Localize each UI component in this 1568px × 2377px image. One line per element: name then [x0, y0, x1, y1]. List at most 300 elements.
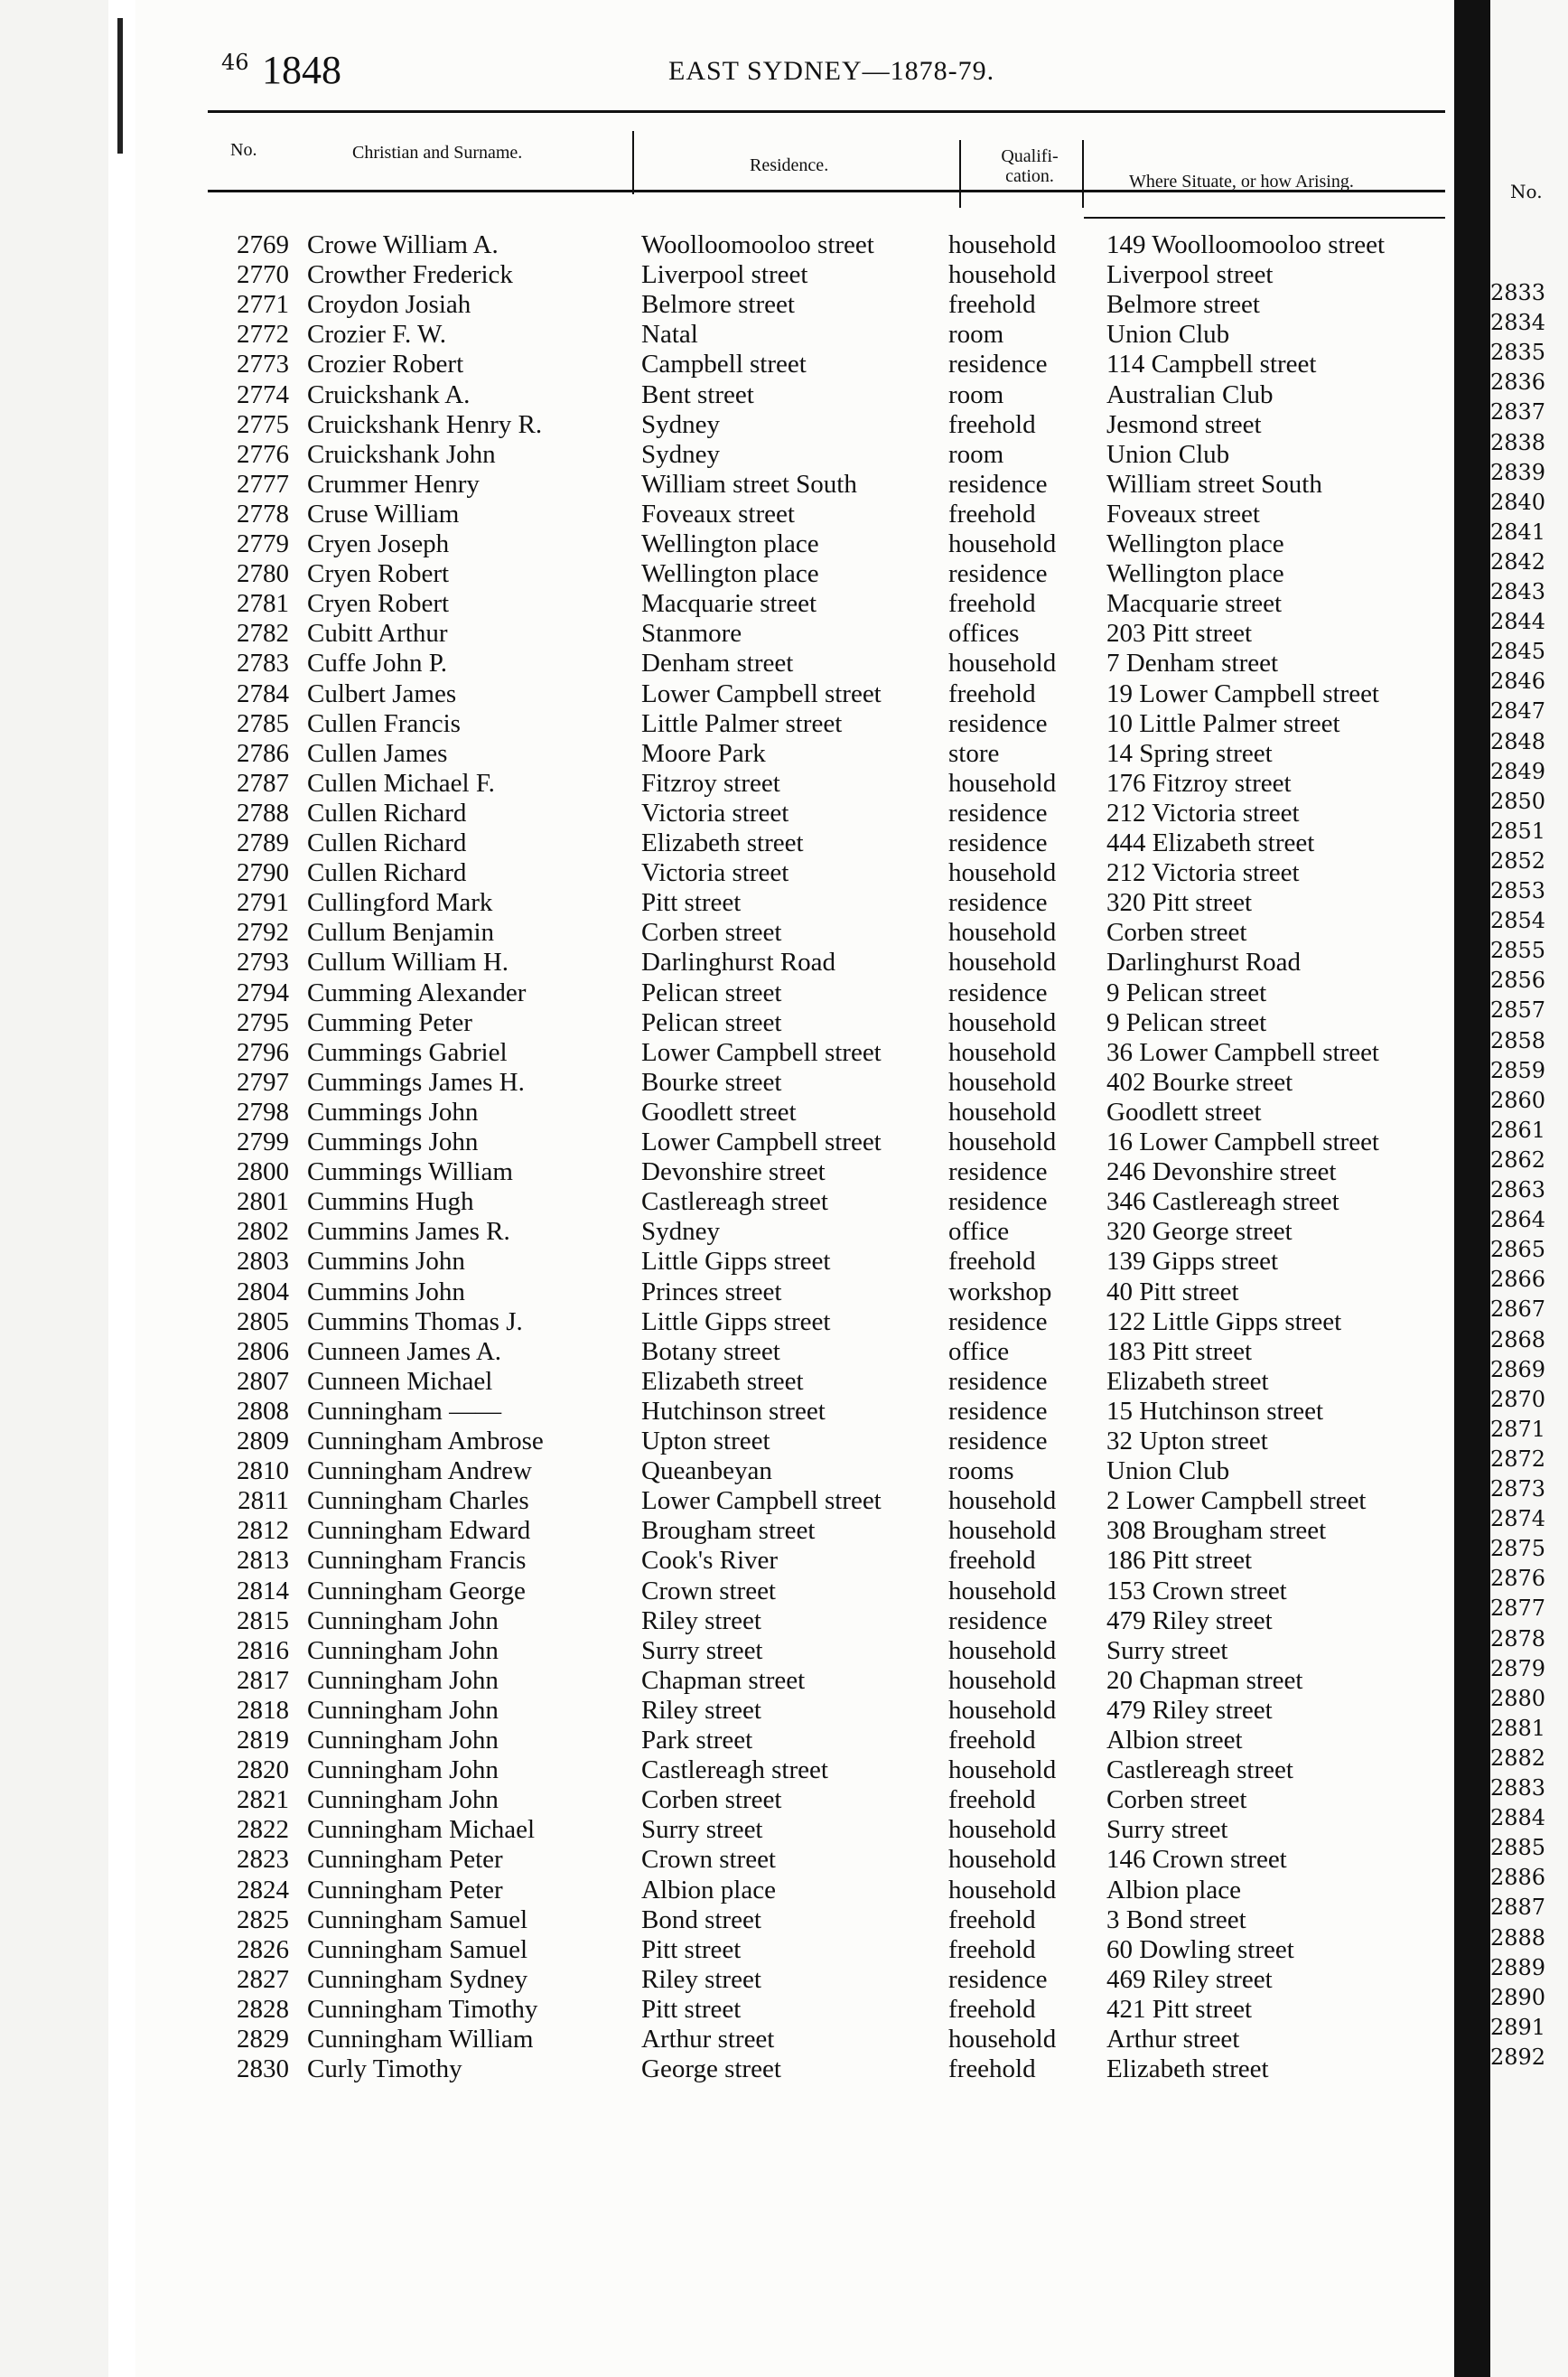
row-where-situate: Goodlett street	[1106, 1097, 1262, 1127]
row-name: Cunningham John	[307, 1695, 499, 1725]
row-name: Cunningham John	[307, 1665, 499, 1695]
row-qualification: household	[948, 1486, 1057, 1516]
adjacent-row-number: 2882	[1490, 1745, 1546, 1771]
table-row	[135, 1546, 1454, 1576]
table-row	[135, 888, 1454, 918]
row-where-situate: Belmore street	[1106, 290, 1260, 320]
column-header-where: Where Situate, or how Arising.	[1129, 172, 1354, 192]
row-residence: Natal	[641, 320, 698, 350]
row-name: Cryen Robert	[307, 559, 450, 589]
row-where-situate: 153 Crown street	[1106, 1576, 1287, 1605]
row-residence: Victoria street	[641, 798, 789, 828]
table-row	[135, 1008, 1454, 1038]
row-where-situate: 320 George street	[1106, 1217, 1293, 1247]
table-row	[135, 1876, 1454, 1905]
row-residence: Elizabeth street	[641, 828, 804, 857]
scan-margin	[0, 0, 108, 2377]
row-where-situate: Elizabeth street	[1106, 1366, 1269, 1396]
row-residence: Castlereagh street	[641, 1187, 828, 1217]
row-where-situate: Liverpool street	[1106, 260, 1274, 290]
district-title: EAST SYDNEY—1878-79.	[668, 56, 995, 86]
table-row	[135, 320, 1454, 350]
row-name: Cullen Michael F.	[307, 768, 495, 798]
table-row	[135, 978, 1454, 1008]
row-qualification: residence	[948, 978, 1048, 1007]
row-where-situate: 444 Elizabeth street	[1106, 828, 1315, 857]
table-row	[135, 260, 1454, 290]
row-qualification: household	[948, 858, 1057, 888]
adjacent-row-number: 2863	[1490, 1177, 1546, 1203]
adjacent-row-number: 2834	[1490, 310, 1546, 336]
row-qualification: residence	[948, 1366, 1048, 1396]
row-number: 2783	[237, 649, 289, 678]
row-qualification: residence	[948, 708, 1048, 738]
row-residence: William street South	[641, 469, 857, 499]
row-where-situate: 114 Campbell street	[1106, 350, 1317, 379]
row-number: 2776	[237, 439, 289, 469]
adjacent-row-number: 2853	[1490, 878, 1546, 903]
adjacent-row-number: 2884	[1490, 1805, 1546, 1831]
row-qualification: room	[948, 379, 1004, 409]
row-qualification: freehold	[948, 409, 1036, 439]
row-number: 2817	[237, 1665, 289, 1695]
row-residence: Corben street	[641, 918, 782, 948]
row-residence: Botany street	[641, 1336, 780, 1366]
adjacent-row-number: 2885	[1490, 1835, 1546, 1861]
table-row	[135, 440, 1454, 470]
table-row	[135, 1307, 1454, 1337]
row-residence: Riley street	[641, 1964, 761, 1994]
table-row	[135, 649, 1454, 678]
column-header-residence: Residence.	[750, 155, 829, 175]
row-name: Cunningham Edward	[307, 1516, 531, 1546]
row-name: Cummins James R.	[307, 1217, 510, 1247]
row-name: Cummins Thomas J.	[307, 1306, 523, 1336]
row-residence: Castlereagh street	[641, 1755, 828, 1785]
row-where-situate: 246 Devonshire street	[1106, 1157, 1337, 1187]
row-where-situate: Darlinghurst Road	[1106, 948, 1302, 978]
table-row	[135, 1337, 1454, 1367]
row-residence: Crown street	[641, 1576, 776, 1605]
register-year: 1848	[262, 48, 341, 92]
row-residence: Chapman street	[641, 1665, 806, 1695]
adjacent-row-number: 2878	[1490, 1625, 1546, 1652]
row-number: 2785	[237, 708, 289, 738]
row-where-situate: 2 Lower Campbell street	[1106, 1486, 1367, 1516]
row-qualification: residence	[948, 1187, 1048, 1217]
row-name: Cunningham Charles	[307, 1486, 529, 1516]
table-row	[135, 1247, 1454, 1277]
table-row	[135, 1726, 1454, 1755]
adjacent-row-number: 2881	[1490, 1715, 1546, 1741]
adjacent-row-number: 2843	[1490, 579, 1546, 604]
table-row	[135, 1785, 1454, 1815]
adjacent-row-number: 2848	[1490, 728, 1546, 754]
row-name: Crozier F. W.	[307, 320, 446, 350]
adjacent-row-number: 2883	[1490, 1775, 1546, 1801]
row-number: 2789	[237, 828, 289, 857]
row-residence: Albion place	[641, 1875, 776, 1904]
header-bottom-rule-2	[1084, 217, 1445, 219]
row-where-situate: 16 Lower Campbell street	[1106, 1128, 1379, 1156]
row-number: 2829	[237, 2025, 289, 2054]
row-qualification: offices	[948, 619, 1020, 649]
row-number: 2784	[237, 678, 289, 708]
table-row	[135, 1995, 1454, 2025]
row-number: 2811	[238, 1486, 289, 1516]
row-name: Cryen Joseph	[307, 529, 450, 558]
adjacent-row-number: 2851	[1490, 818, 1546, 844]
row-number: 2813	[237, 1546, 289, 1576]
row-qualification: store	[948, 738, 1000, 768]
table-row	[135, 1038, 1454, 1068]
row-residence: Bond street	[641, 1904, 761, 1934]
row-qualification: freehold	[948, 1785, 1036, 1815]
header-top-rule	[208, 110, 1445, 113]
row-name: Cummins John	[307, 1247, 465, 1277]
row-where-situate: Union Club	[1106, 1456, 1230, 1486]
adjacent-row-number: 2872	[1490, 1446, 1546, 1472]
row-residence: Sydney	[641, 409, 720, 439]
table-row	[135, 1606, 1454, 1636]
row-qualification: household	[948, 2025, 1057, 2054]
adjacent-row-number: 2854	[1490, 908, 1546, 934]
row-name: Cunningham John	[307, 1785, 499, 1815]
row-number: 2790	[237, 858, 289, 888]
row-name: Cruickshank Henry R.	[307, 409, 543, 439]
row-residence: Princes street	[641, 1277, 782, 1306]
row-residence: Little Gipps street	[641, 1306, 831, 1336]
row-where-situate: Castlereagh street	[1106, 1755, 1293, 1785]
row-residence: Denham street	[641, 649, 794, 678]
row-where-situate: Albion street	[1106, 1726, 1243, 1755]
row-where-situate: Surry street	[1106, 1635, 1228, 1665]
row-qualification: residence	[948, 350, 1048, 379]
adjacent-row-number: 2847	[1490, 698, 1546, 725]
row-where-situate: Albion place	[1106, 1875, 1241, 1904]
adjacent-row-number: 2877	[1490, 1596, 1546, 1622]
row-residence: Lower Campbell street	[641, 678, 882, 708]
row-qualification: residence	[948, 1396, 1048, 1426]
row-number: 2794	[237, 978, 289, 1007]
table-row	[135, 290, 1454, 320]
row-number: 2775	[237, 409, 289, 439]
row-number: 2825	[237, 1904, 289, 1934]
row-residence: Moore Park	[641, 738, 766, 768]
row-residence: Park street	[641, 1726, 753, 1755]
row-qualification: household	[948, 1097, 1057, 1127]
row-number: 2791	[237, 888, 289, 918]
row-residence: Lower Campbell street	[641, 1037, 882, 1067]
row-qualification: residence	[948, 1427, 1048, 1455]
table-row	[135, 1068, 1454, 1098]
row-number: 2772	[237, 320, 289, 350]
row-name: Cunneen Michael	[307, 1366, 493, 1396]
row-name: Cunningham John	[307, 1726, 499, 1755]
row-residence: Foveaux street	[641, 499, 795, 529]
row-where-situate: Foveaux street	[1106, 499, 1260, 529]
table-row	[135, 2054, 1454, 2084]
row-qualification: household	[948, 1128, 1057, 1156]
row-number: 2814	[237, 1576, 289, 1605]
row-qualification: household	[948, 768, 1057, 798]
scan-binding-edge	[117, 18, 123, 154]
row-residence: Darlinghurst Road	[641, 948, 836, 978]
row-where-situate: 183 Pitt street	[1106, 1336, 1253, 1366]
row-residence: Elizabeth street	[641, 1366, 804, 1396]
row-number: 2819	[237, 1726, 289, 1755]
adjacent-row-number: 2844	[1490, 609, 1546, 635]
row-number: 2795	[237, 1007, 289, 1037]
adjacent-row-number: 2888	[1490, 1924, 1546, 1951]
row-name: Cummings John	[307, 1097, 479, 1127]
row-number: 2779	[237, 529, 289, 558]
row-where-situate: 203 Pitt street	[1106, 619, 1253, 649]
row-qualification: household	[948, 1007, 1057, 1037]
row-number: 2812	[237, 1516, 289, 1546]
row-name: Cunningham Michael	[307, 1815, 536, 1845]
row-number: 2780	[237, 559, 289, 589]
row-qualification: residence	[948, 1157, 1048, 1187]
table-row	[135, 1516, 1454, 1546]
row-name: Curly Timothy	[307, 2054, 462, 2084]
adjacent-row-number: 2859	[1490, 1057, 1546, 1083]
table-row	[135, 1456, 1454, 1486]
row-qualification: residence	[948, 1306, 1048, 1336]
row-number: 2826	[237, 1934, 289, 1964]
row-qualification: office	[948, 1336, 1010, 1366]
column-header-qualification: Qualifi-cation.	[1001, 146, 1059, 186]
row-where-situate: 3 Bond street	[1106, 1904, 1246, 1934]
row-number: 2821	[237, 1785, 289, 1815]
row-where-situate: Australian Club	[1106, 379, 1274, 409]
table-row	[135, 1098, 1454, 1128]
page-gutter	[1454, 0, 1490, 2377]
table-row	[135, 1486, 1454, 1516]
row-residence: Hutchinson street	[641, 1396, 826, 1426]
row-number: 2782	[237, 619, 289, 649]
table-row	[135, 1845, 1454, 1875]
row-qualification: freehold	[948, 1726, 1036, 1755]
row-where-situate: 149 Woolloomooloo street	[1106, 230, 1386, 259]
row-name: Cunningham Francis	[307, 1546, 527, 1576]
adjacent-row-number: 2852	[1490, 847, 1546, 874]
row-where-situate: 15 Hutchinson street	[1106, 1396, 1324, 1426]
row-number: 2777	[237, 469, 289, 499]
row-number: 2801	[237, 1187, 289, 1217]
table-row	[135, 1277, 1454, 1307]
adjacent-row-number: 2869	[1490, 1356, 1546, 1382]
table-row	[135, 918, 1454, 948]
table-row	[135, 500, 1454, 529]
row-qualification: household	[948, 1755, 1057, 1785]
row-number: 2800	[237, 1157, 289, 1187]
row-residence: Crown street	[641, 1845, 776, 1875]
adjacent-page	[1490, 0, 1568, 2377]
row-qualification: household	[948, 918, 1057, 948]
row-where-situate: Wellington place	[1106, 529, 1284, 558]
row-residence: Pitt street	[641, 1934, 742, 1964]
adjacent-row-number: 2864	[1490, 1207, 1546, 1233]
row-where-situate: 7 Denham street	[1106, 649, 1279, 678]
row-where-situate: 186 Pitt street	[1106, 1546, 1253, 1576]
row-qualification: room	[948, 320, 1004, 350]
table-row	[135, 828, 1454, 858]
row-qualification: freehold	[948, 1904, 1036, 1934]
row-qualification: household	[948, 1665, 1057, 1695]
row-qualification: freehold	[948, 499, 1036, 529]
adjacent-page-no-header: No.	[1510, 181, 1543, 202]
row-number: 2820	[237, 1755, 289, 1785]
row-where-situate: Jesmond street	[1106, 409, 1262, 439]
table-row	[135, 559, 1454, 589]
row-qualification: freehold	[948, 290, 1036, 320]
row-qualification: household	[948, 649, 1057, 678]
row-name: Cunningham Sydney	[307, 1964, 528, 1994]
adjacent-row-number: 2887	[1490, 1895, 1546, 1921]
adjacent-row-number: 2891	[1490, 2014, 1546, 2040]
row-qualification: residence	[948, 828, 1048, 857]
row-residence: Bent street	[641, 379, 754, 409]
row-number: 2792	[237, 918, 289, 948]
row-qualification: household	[948, 230, 1057, 259]
column-header-no: No.	[230, 140, 257, 160]
row-where-situate: 122 Little Gipps street	[1106, 1306, 1342, 1336]
row-residence: Devonshire street	[641, 1157, 826, 1187]
table-row	[135, 1636, 1454, 1666]
adjacent-row-number: 2842	[1490, 548, 1546, 575]
row-qualification: household	[948, 1815, 1057, 1845]
row-where-situate: 20 Chapman street	[1106, 1665, 1303, 1695]
row-where-situate: Elizabeth street	[1106, 2054, 1269, 2084]
row-residence: George street	[641, 2054, 781, 2084]
row-number: 2773	[237, 350, 289, 379]
column-divider-1	[632, 131, 634, 194]
row-residence: Pitt street	[641, 888, 742, 918]
row-number: 2787	[237, 768, 289, 798]
row-where-situate: 212 Victoria street	[1106, 858, 1300, 888]
adjacent-row-number: 2873	[1490, 1476, 1546, 1502]
row-qualification: household	[948, 948, 1057, 978]
row-where-situate: 146 Crown street	[1106, 1845, 1287, 1875]
adjacent-row-number: 2868	[1490, 1326, 1546, 1352]
row-number: 2769	[237, 230, 289, 259]
row-number: 2816	[237, 1635, 289, 1665]
row-residence: Queanbeyan	[641, 1456, 772, 1486]
row-where-situate: 9 Pelican street	[1106, 1007, 1267, 1037]
table-row	[135, 1965, 1454, 1995]
row-number: 2815	[237, 1605, 289, 1635]
row-number: 2828	[237, 1994, 289, 2024]
row-qualification: household	[948, 1516, 1057, 1546]
row-name: Cullum Benjamin	[307, 918, 495, 948]
row-qualification: office	[948, 1217, 1010, 1247]
row-number: 2808	[237, 1396, 289, 1426]
adjacent-row-number: 2880	[1490, 1685, 1546, 1711]
row-qualification: residence	[948, 1605, 1048, 1635]
row-residence: Surry street	[641, 1815, 763, 1845]
adjacent-row-number: 2837	[1490, 399, 1546, 426]
table-row	[135, 1397, 1454, 1427]
adjacent-row-number: 2871	[1490, 1416, 1546, 1442]
row-qualification: household	[948, 1037, 1057, 1067]
row-where-situate: 60 Dowling street	[1106, 1934, 1294, 1964]
row-qualification: freehold	[948, 589, 1036, 619]
row-residence: Cook's River	[641, 1546, 779, 1576]
row-name: Cruse William	[307, 499, 460, 529]
column-divider-2	[959, 140, 961, 208]
row-name: Cunningham Timothy	[307, 1994, 538, 2024]
row-residence: Sydney	[641, 1217, 720, 1247]
table-row	[135, 1217, 1454, 1247]
table-row	[135, 679, 1454, 709]
row-name: Crowther Frederick	[307, 260, 513, 290]
row-qualification: freehold	[948, 1546, 1036, 1576]
table-row	[135, 1815, 1454, 1845]
table-row	[135, 1935, 1454, 1965]
row-qualification: freehold	[948, 1994, 1036, 2024]
row-name: Cunningham Samuel	[307, 1934, 528, 1964]
row-where-situate: 421 Pitt street	[1106, 1994, 1253, 2024]
adjacent-row-number: 2874	[1490, 1506, 1546, 1532]
row-residence: Little Gipps street	[641, 1247, 831, 1277]
row-name: Cruickshank John	[307, 439, 496, 469]
row-name: Cummins John	[307, 1277, 465, 1306]
adjacent-row-number: 2865	[1490, 1237, 1546, 1263]
row-qualification: freehold	[948, 2054, 1036, 2084]
row-number: 2770	[237, 260, 289, 290]
row-residence: Lower Campbell street	[641, 1128, 882, 1156]
table-row	[135, 709, 1454, 739]
row-qualification: workshop	[948, 1277, 1052, 1306]
row-where-situate: 469 Riley street	[1106, 1964, 1273, 1994]
table-row	[135, 380, 1454, 410]
row-number: 2810	[237, 1456, 289, 1486]
row-name: Cunningham Ambrose	[307, 1427, 544, 1455]
row-name: Cumming Alexander	[307, 978, 527, 1007]
row-where-situate: 346 Castlereagh street	[1106, 1187, 1339, 1217]
row-residence: Sydney	[641, 439, 720, 469]
row-where-situate: Union Club	[1106, 439, 1230, 469]
row-name: Cummings William	[307, 1157, 513, 1187]
row-number: 2807	[237, 1366, 289, 1396]
row-number: 2781	[237, 589, 289, 619]
row-residence: Pelican street	[641, 1007, 782, 1037]
adjacent-row-number: 2861	[1490, 1117, 1546, 1143]
adjacent-row-number: 2860	[1490, 1087, 1546, 1113]
adjacent-row-number: 2879	[1490, 1655, 1546, 1681]
table-row	[135, 948, 1454, 978]
row-residence: Fitzroy street	[641, 768, 780, 798]
row-where-situate: Corben street	[1106, 918, 1247, 948]
table-row	[135, 1696, 1454, 1726]
adjacent-row-number: 2875	[1490, 1536, 1546, 1562]
adjacent-row-number: 2866	[1490, 1267, 1546, 1293]
row-name: Crozier Robert	[307, 350, 464, 379]
adjacent-row-number: 2857	[1490, 997, 1546, 1024]
adjacent-row-number: 2833	[1490, 280, 1546, 305]
table-row	[135, 1157, 1454, 1187]
row-number: 2802	[237, 1217, 289, 1247]
row-where-situate: Macquarie street	[1106, 589, 1283, 619]
adjacent-row-number: 2849	[1490, 758, 1546, 784]
row-residence: Corben street	[641, 1785, 782, 1815]
row-name: Cubitt Arthur	[307, 619, 448, 649]
row-where-situate: Surry street	[1106, 1815, 1228, 1845]
row-name: Cullingford Mark	[307, 888, 493, 918]
row-number: 2788	[237, 798, 289, 828]
row-name: Cummings John	[307, 1128, 479, 1156]
